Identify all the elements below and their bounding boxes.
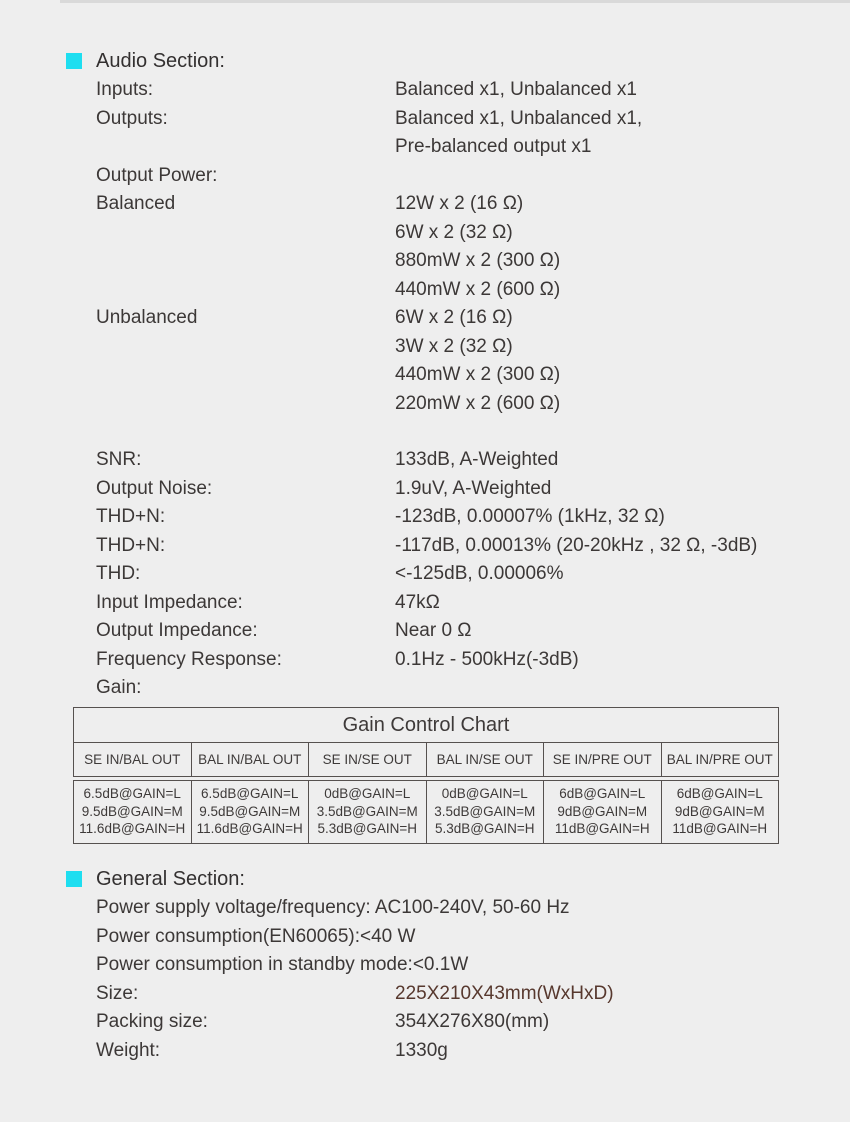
spec-value bbox=[395, 1008, 549, 1037]
audio-spec-rows bbox=[96, 76, 850, 703]
gain-value: 6dB@GAIN=L bbox=[676, 786, 763, 801]
spec-label: Unbalanced bbox=[96, 307, 198, 328]
power-supply-line: Power supply voltage/frequency: AC100-240V, 50-60 Hz bbox=[96, 897, 570, 918]
spec-label: Output Impedance: bbox=[96, 620, 258, 641]
spec-label: THD: bbox=[96, 563, 141, 584]
top-divider bbox=[60, 0, 850, 3]
gain-value: 11.6dB@GAIN=H bbox=[196, 821, 303, 836]
spec-row-output-noise bbox=[96, 475, 850, 504]
spec-row-gain bbox=[96, 674, 850, 703]
audio-section-heading bbox=[66, 46, 850, 76]
spec-value-line: <-125dB, 0.00006% bbox=[395, 563, 564, 584]
spec-label: Output Noise: bbox=[96, 477, 213, 499]
spec-label: Frequency Response: bbox=[96, 648, 282, 670]
spec-value bbox=[395, 980, 614, 1009]
spec-value-line: 440mW x 2 (600 Ω) bbox=[395, 278, 561, 300]
gain-value: 5.3dB@GAIN=H bbox=[434, 821, 535, 836]
gain-value: 5.3dB@GAIN=H bbox=[317, 821, 418, 836]
general-section-heading bbox=[66, 864, 850, 894]
gain-table-header-row bbox=[73, 742, 779, 777]
gain-value: 0dB@GAIN=L bbox=[441, 786, 528, 801]
spec-value-line: 0.1Hz - 500kHz(-3dB) bbox=[395, 648, 579, 670]
spec-value-line: 220mW x 2 (600 Ω) bbox=[395, 392, 561, 414]
section-title: Audio Section: bbox=[96, 49, 225, 72]
spec-value-line: 225X210X43mm(WxHxD) bbox=[395, 982, 614, 1004]
spec-value-line: Near 0 Ω bbox=[395, 620, 472, 641]
spec-value-line: Pre-balanced output x1 bbox=[395, 136, 592, 157]
gain-value: 0dB@GAIN=L bbox=[324, 786, 411, 801]
spec-value-line: 133dB, A-Weighted bbox=[395, 449, 559, 470]
gain-value: 9.5dB@GAIN=M bbox=[199, 803, 301, 819]
spec-row-frequency-response bbox=[96, 646, 850, 675]
spec-value bbox=[395, 589, 440, 618]
spec-row-inputs bbox=[96, 76, 850, 105]
spec-label: Gain: bbox=[96, 677, 142, 698]
spec-value-line: 1.9uV, A-Weighted bbox=[395, 477, 552, 499]
spec-value-line: 3W x 2 (32 Ω) bbox=[395, 335, 513, 357]
power-consumption-line: Power consumption(EN60065):<40 W bbox=[96, 925, 416, 947]
gain-value: 11.6dB@GAIN=H bbox=[79, 821, 186, 836]
section-title: General Section: bbox=[96, 867, 245, 890]
spec-label: THD+N: bbox=[96, 506, 166, 527]
gain-table-cell bbox=[661, 781, 779, 843]
spec-value-line: -123dB, 0.00007% (1kHz, 32 Ω) bbox=[395, 506, 665, 527]
spec-value bbox=[395, 532, 757, 561]
spec-row-balanced bbox=[96, 190, 850, 304]
spec-value-line: 6W x 2 (16 Ω) bbox=[395, 307, 513, 328]
section-bullet-icon bbox=[66, 53, 82, 69]
spec-value-line: Balanced x1, Unbalanced x1, bbox=[395, 107, 643, 129]
gain-table-cell bbox=[308, 781, 426, 843]
spec-row-output-power bbox=[96, 162, 850, 191]
spec-label: Balanced bbox=[96, 193, 176, 214]
spec-value-line: 6W x 2 (32 Ω) bbox=[395, 221, 513, 243]
gain-value: 6.5dB@GAIN=L bbox=[201, 786, 299, 801]
spec-value-line: 354X276X80(mm) bbox=[395, 1011, 550, 1032]
spec-row-snr bbox=[96, 446, 850, 475]
spec-label: Output Power: bbox=[96, 164, 218, 186]
spec-value bbox=[395, 503, 665, 532]
gain-value: 3.5dB@GAIN=M bbox=[434, 803, 536, 819]
general-spec-rows bbox=[96, 894, 850, 1065]
spec-value-line: 1330g bbox=[395, 1039, 448, 1061]
spec-row-packing-size bbox=[96, 1008, 850, 1037]
gain-table-body-row bbox=[73, 780, 779, 844]
spec-value bbox=[395, 560, 564, 589]
spec-value bbox=[395, 190, 560, 304]
spec-value-line: 12W x 2 (16 Ω) bbox=[395, 193, 524, 214]
gain-table-header: BAL IN/SE OUT bbox=[426, 743, 544, 776]
gain-table-cell bbox=[543, 781, 661, 843]
gain-control-chart bbox=[73, 707, 779, 844]
spec-label: Outputs: bbox=[96, 107, 168, 129]
standby-consumption-line: Power consumption in standby mode:<0.1W bbox=[96, 954, 469, 975]
spec-label: Size: bbox=[96, 982, 139, 1004]
spec-value bbox=[395, 76, 637, 105]
spec-label: Weight: bbox=[96, 1039, 161, 1061]
spec-value bbox=[395, 105, 642, 162]
spec-value bbox=[395, 617, 472, 646]
gain-table-header: SE IN/SE OUT bbox=[308, 743, 426, 776]
spec-value-line: 47kΩ bbox=[395, 591, 440, 613]
gain-table-header: SE IN/BAL OUT bbox=[84, 752, 181, 767]
spec-row-weight bbox=[96, 1037, 850, 1066]
spec-row-thd bbox=[96, 560, 850, 589]
gain-table-header: BAL IN/BAL OUT bbox=[191, 743, 309, 776]
spec-value bbox=[395, 1037, 448, 1066]
gain-table-header: BAL IN/PRE OUT bbox=[661, 743, 779, 776]
spec-row-input-impedance bbox=[96, 589, 850, 618]
general-section bbox=[0, 864, 850, 1065]
gain-value: 3.5dB@GAIN=M bbox=[316, 803, 418, 819]
spec-row-thdn-2 bbox=[96, 532, 850, 561]
gain-value: 9.5dB@GAIN=M bbox=[81, 803, 183, 819]
audio-section bbox=[0, 46, 850, 703]
spec-value-line: 880mW x 2 (300 Ω) bbox=[395, 250, 561, 271]
gain-value: 6dB@GAIN=L bbox=[559, 786, 646, 801]
spec-row-size bbox=[96, 980, 850, 1009]
spec-value bbox=[395, 475, 551, 504]
gain-table-cell bbox=[191, 781, 309, 843]
spec-value-line: -117dB, 0.00013% (20-20kHz , 32 Ω, -3dB) bbox=[395, 534, 758, 556]
spec-row-outputs bbox=[96, 105, 850, 162]
spec-label: THD+N: bbox=[96, 534, 166, 556]
gain-value: 9dB@GAIN=M bbox=[674, 803, 765, 819]
spec-value bbox=[395, 446, 558, 475]
spec-row-unbalanced bbox=[96, 304, 850, 418]
spec-label: Inputs: bbox=[96, 79, 154, 100]
spec-label: Input Impedance: bbox=[96, 591, 243, 613]
gain-table-title: Gain Control Chart bbox=[73, 707, 779, 743]
gain-value: 9dB@GAIN=M bbox=[557, 803, 648, 819]
gain-table-cell bbox=[426, 781, 544, 843]
gain-value: 11dB@GAIN=H bbox=[554, 821, 650, 836]
gain-table-cell bbox=[74, 781, 191, 843]
spec-value-line: 440mW x 2 (300 Ω) bbox=[395, 364, 561, 385]
spec-row-thdn-1 bbox=[96, 503, 850, 532]
spec-value bbox=[395, 646, 579, 675]
gain-table-header: SE IN/PRE OUT bbox=[543, 743, 661, 776]
spec-row-output-impedance bbox=[96, 617, 850, 646]
gain-value: 6.5dB@GAIN=L bbox=[83, 786, 181, 801]
spec-label: Packing size: bbox=[96, 1011, 208, 1032]
spec-value bbox=[395, 304, 560, 418]
section-bullet-icon bbox=[66, 871, 82, 887]
gain-value: 11dB@GAIN=H bbox=[672, 821, 768, 836]
spec-label: SNR: bbox=[96, 449, 142, 470]
spec-value-line: Balanced x1, Unbalanced x1 bbox=[395, 79, 637, 100]
